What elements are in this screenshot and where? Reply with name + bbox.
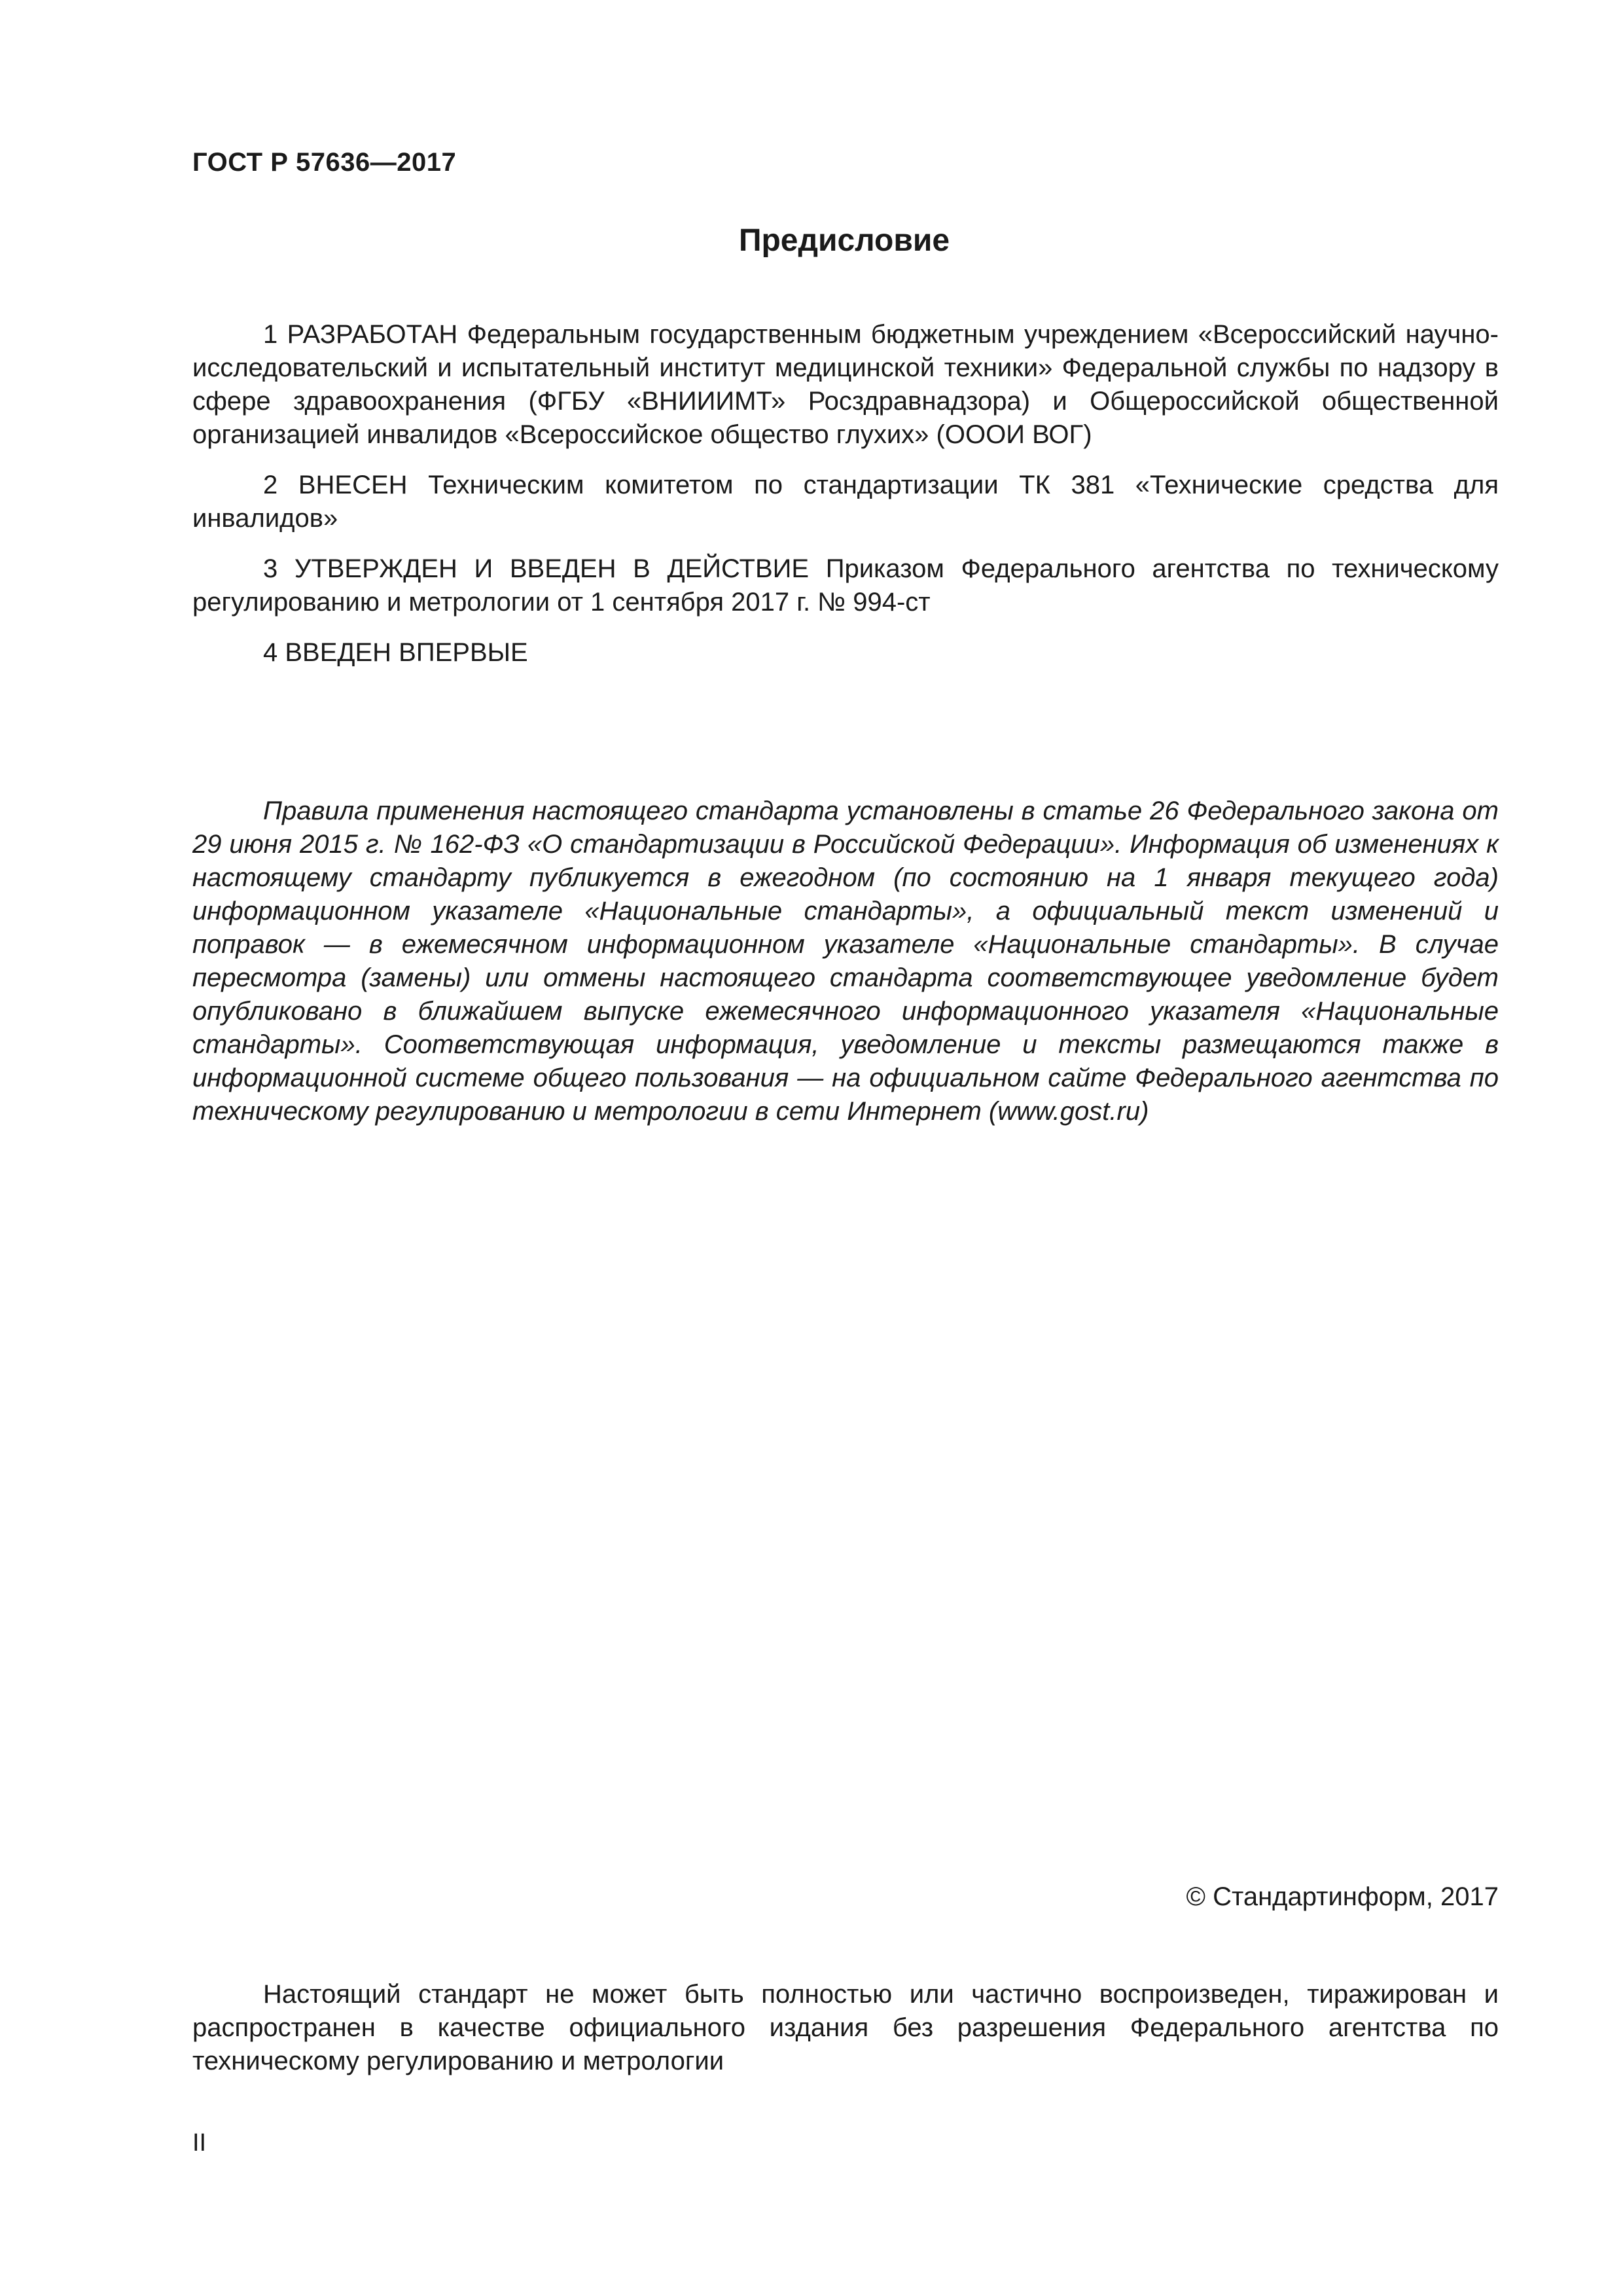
foreword-paragraph-introduced: 2 ВНЕСЕН Техническим комитетом по стандартизации ТК 381 «Технические средства для инвалидов»	[192, 471, 1499, 533]
foreword-paragraph-developed: 1 РАЗРАБОТАН Федеральным государственным бюджетным учреждением «Всероссийский научно-исследовательский и испытательный институт медицинской техники» Федеральной службы по надзору в сфере здравоохранения (ФГБУ «ВНИИИМТ» Росздравнадзора) и Общероссийской общественной организацией инвалидов «Всероссийское общество глухих» (ОООИ ВОГ)	[192, 320, 1499, 449]
notice-text: Правила применения настоящего стандарта установлены в статье 26 Федерального закона от 29 июня 2015 г. № 162-ФЗ «О стандартизации в Российской Федерации». Информация об изменениях к настоящему стандарту публикуется в ежегодном (по состоянию на 1 января текущего года) информационном указателе «Национальные стандарты», а официальный текст изменений и поправок — в ежемесячном информационном указателе «Национальные стандарты». В случае пересмотра (замены) или отмены настоящего стандарта соответствующее уведомление будет опубликовано в ближайшем выпуске ежемесячного информационного указателя «Национальные стандарты». Соответствующая информация, уведомление и тексты размещаются также в информационной системе общего пользования — на официальном сайте Федерального агентства по техническому регулированию и метрологии в сети Интернет (www.gost.ru)	[192, 797, 1499, 1126]
foreword-paragraph-approved: 3 УТВЕРЖДЕН И ВВЕДЕН В ДЕЙСТВИЕ Приказом Федерального агентства по техническому регулированию и метрологии от 1 сентября 2017 г. № 994-ст	[192, 554, 1499, 617]
standard-code: ГОСТ Р 57636—2017	[192, 148, 457, 177]
foreword-paragraph-first-edition: 4 ВВЕДЕН ВПЕРВЫЕ	[263, 638, 528, 667]
page-title: Предисловие	[738, 223, 950, 258]
application-rules-notice	[192, 795, 1499, 1145]
reproduction-notice-block	[192, 1978, 1499, 2095]
copyright-line: © Стандартинформ, 2017	[1186, 1882, 1499, 1911]
page-number: II	[192, 2129, 207, 2157]
reproduction-notice: Настоящий стандарт не может быть полностью или частично воспроизведен, тиражирован и распространен в качестве официального издания без разрешения Федерального агентства по техническому регулированию и метрологии	[192, 1980, 1499, 2075]
foreword-body	[192, 318, 1499, 687]
